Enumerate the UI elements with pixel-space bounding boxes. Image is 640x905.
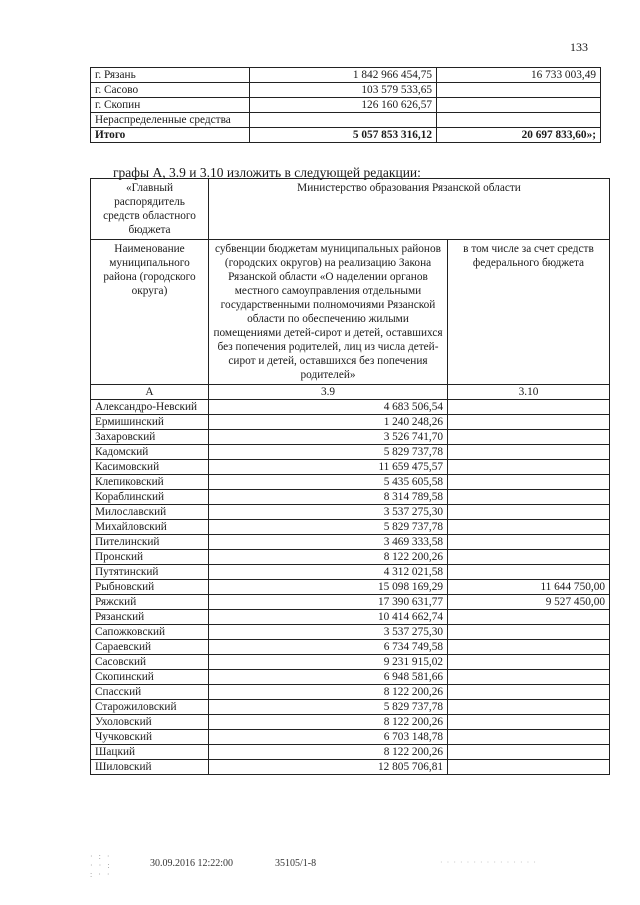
table-row: [91, 415, 610, 430]
subvention-amount: 8 122 200,26: [209, 715, 448, 730]
subvention-amount: 1 240 248,26: [209, 415, 448, 430]
subvention-amount: 5 829 737,78: [209, 445, 448, 460]
district-name: Рязанский: [91, 610, 209, 625]
faint-watermark: · · · · · · · · · · · · · · ·: [440, 858, 537, 867]
federal-amount: [448, 730, 610, 745]
district-name: Кораблинский: [91, 490, 209, 505]
federal-amount: [448, 685, 610, 700]
district-name: Шиловский: [91, 760, 209, 775]
federal-amount: 11 644 750,00: [448, 580, 610, 595]
district-name: Кадомский: [91, 445, 209, 460]
row-amount: [250, 113, 437, 128]
column-header-subvention: субвенции бюджетам муниципальных районов (городских округов) на реализацию Закона Рязанской области «О наделении органов местного самоуправления отдельными государственными полномочиями Рязанской области по обеспечению жилыми помещениями детей-сирот и детей, оставшихся без попечения родителей, лиц из числа детей-сирот и детей, оставшихся без попечения родителей»: [209, 240, 448, 385]
column-header-district: Наименование муниципального района (городского округа): [91, 240, 209, 385]
district-name: Александро-Невский: [91, 400, 209, 415]
row-name: г. Скопин: [91, 98, 250, 113]
district-name: Ермишинский: [91, 415, 209, 430]
federal-amount: [448, 505, 610, 520]
district-name: Пронский: [91, 550, 209, 565]
amendment-caption: графы А, 3.9 и 3.10 изложить в следующей редакции:: [113, 165, 421, 180]
footer-datetime: 30.09.2016 12:22:00: [150, 858, 234, 869]
total-label: Итого: [91, 128, 250, 143]
federal-amount: [448, 655, 610, 670]
district-name: Клепиковский: [91, 475, 209, 490]
subvention-amount: 4 683 506,54: [209, 400, 448, 415]
district-name: Захаровский: [91, 430, 209, 445]
row-name: г. Сасово: [91, 83, 250, 98]
table-row: [91, 730, 610, 745]
table-row: [91, 83, 601, 98]
total-row: [91, 128, 601, 143]
subvention-amount: 17 390 631,77: [209, 595, 448, 610]
table-row: [91, 505, 610, 520]
table-row: [91, 745, 610, 760]
district-name: Шацкий: [91, 745, 209, 760]
table-row: [91, 655, 610, 670]
subvention-amount: 10 414 662,74: [209, 610, 448, 625]
row-federal-amount: [437, 83, 601, 98]
subvention-amount: 5 435 605,58: [209, 475, 448, 490]
district-name: Сасовский: [91, 655, 209, 670]
table-row: [91, 700, 610, 715]
table-row: [91, 595, 610, 610]
district-name: Спасский: [91, 685, 209, 700]
federal-amount: 9 527 450,00: [448, 595, 610, 610]
federal-amount: [448, 670, 610, 685]
subvention-amount: 8 122 200,26: [209, 550, 448, 565]
table-row: [91, 98, 601, 113]
subvention-table: [90, 178, 610, 775]
column-number-3-10: 3.10: [448, 385, 610, 400]
table-row: [91, 685, 610, 700]
subvention-amount: 6 703 148,78: [209, 730, 448, 745]
subvention-amount: 4 312 021,58: [209, 565, 448, 580]
table-row: [91, 640, 610, 655]
district-name: Скопинский: [91, 670, 209, 685]
row-name: г. Рязань: [91, 68, 250, 83]
column-number-a: А: [91, 385, 209, 400]
district-name: Милославский: [91, 505, 209, 520]
table-row: [91, 715, 610, 730]
federal-amount: [448, 700, 610, 715]
header-ministry: Министерство образования Рязанской области: [209, 179, 610, 240]
federal-amount: [448, 475, 610, 490]
table-row: [91, 535, 610, 550]
federal-amount: [448, 460, 610, 475]
district-name: Рыбновский: [91, 580, 209, 595]
federal-amount: [448, 715, 610, 730]
federal-amount: [448, 640, 610, 655]
federal-amount: [448, 550, 610, 565]
column-header-federal: в том числе за счет средств федерального бюджета: [448, 240, 610, 385]
federal-amount: [448, 415, 610, 430]
federal-amount: [448, 745, 610, 760]
table-row: [91, 400, 610, 415]
district-name: Сараевский: [91, 640, 209, 655]
subvention-amount: 6 948 581,66: [209, 670, 448, 685]
federal-amount: [448, 625, 610, 640]
stamp-mark: · : · · · : : · ·: [90, 852, 112, 879]
federal-amount: [448, 520, 610, 535]
total-federal-amount: 20 697 833,60»;: [437, 128, 601, 143]
budget-summary-table: [90, 67, 601, 143]
table-row: [91, 445, 610, 460]
table-row: [91, 550, 610, 565]
total-amount: 5 057 853 316,12: [250, 128, 437, 143]
table-row: [91, 520, 610, 535]
row-federal-amount: [437, 113, 601, 128]
subvention-amount: 9 231 915,02: [209, 655, 448, 670]
table-row: [91, 113, 601, 128]
federal-amount: [448, 535, 610, 550]
table-row: [91, 580, 610, 595]
district-name: Старожиловский: [91, 700, 209, 715]
subvention-amount: 8 122 200,26: [209, 745, 448, 760]
subvention-amount: 6 734 749,58: [209, 640, 448, 655]
district-name: Ухоловский: [91, 715, 209, 730]
federal-amount: [448, 565, 610, 580]
table-row: [91, 610, 610, 625]
subvention-amount: 3 526 741,70: [209, 430, 448, 445]
federal-amount: [448, 400, 610, 415]
table-row: [91, 490, 610, 505]
subvention-amount: 15 098 169,29: [209, 580, 448, 595]
federal-amount: [448, 610, 610, 625]
subvention-amount: 8 314 789,58: [209, 490, 448, 505]
district-name: Сапожковский: [91, 625, 209, 640]
subvention-amount: 8 122 200,26: [209, 685, 448, 700]
row-amount: 1 842 966 454,75: [250, 68, 437, 83]
subvention-amount: 5 829 737,78: [209, 520, 448, 535]
district-name: Касимовский: [91, 460, 209, 475]
row-name: Нераспределенные средства: [91, 113, 250, 128]
row-federal-amount: 16 733 003,49: [437, 68, 601, 83]
table-row: [91, 475, 610, 490]
subvention-amount: 3 469 333,58: [209, 535, 448, 550]
table-row: [91, 430, 610, 445]
district-name: Чучковский: [91, 730, 209, 745]
table-row: [91, 68, 601, 83]
row-federal-amount: [437, 98, 601, 113]
federal-amount: [448, 490, 610, 505]
table-row: [91, 760, 610, 775]
district-name: Пителинский: [91, 535, 209, 550]
table-row: [91, 670, 610, 685]
federal-amount: [448, 445, 610, 460]
page-number: 133: [570, 40, 588, 54]
subvention-amount: 12 805 706,81: [209, 760, 448, 775]
subvention-amount: 5 829 737,78: [209, 700, 448, 715]
column-number-3-9: 3.9: [209, 385, 448, 400]
header-chief-administrator: «Главный распорядитель средств областного бюджета: [91, 179, 209, 240]
district-name: Михайловский: [91, 520, 209, 535]
row-amount: 103 579 533,65: [250, 83, 437, 98]
federal-amount: [448, 430, 610, 445]
subvention-amount: 3 537 275,30: [209, 505, 448, 520]
district-name: Путятинский: [91, 565, 209, 580]
footer-doc-id: 35105/1-8: [275, 858, 317, 869]
subvention-amount: 3 537 275,30: [209, 625, 448, 640]
district-name: Ряжский: [91, 595, 209, 610]
table-row: [91, 625, 610, 640]
row-amount: 126 160 626,57: [250, 98, 437, 113]
subvention-amount: 11 659 475,57: [209, 460, 448, 475]
federal-amount: [448, 760, 610, 775]
table-row: [91, 460, 610, 475]
table-row: [91, 565, 610, 580]
